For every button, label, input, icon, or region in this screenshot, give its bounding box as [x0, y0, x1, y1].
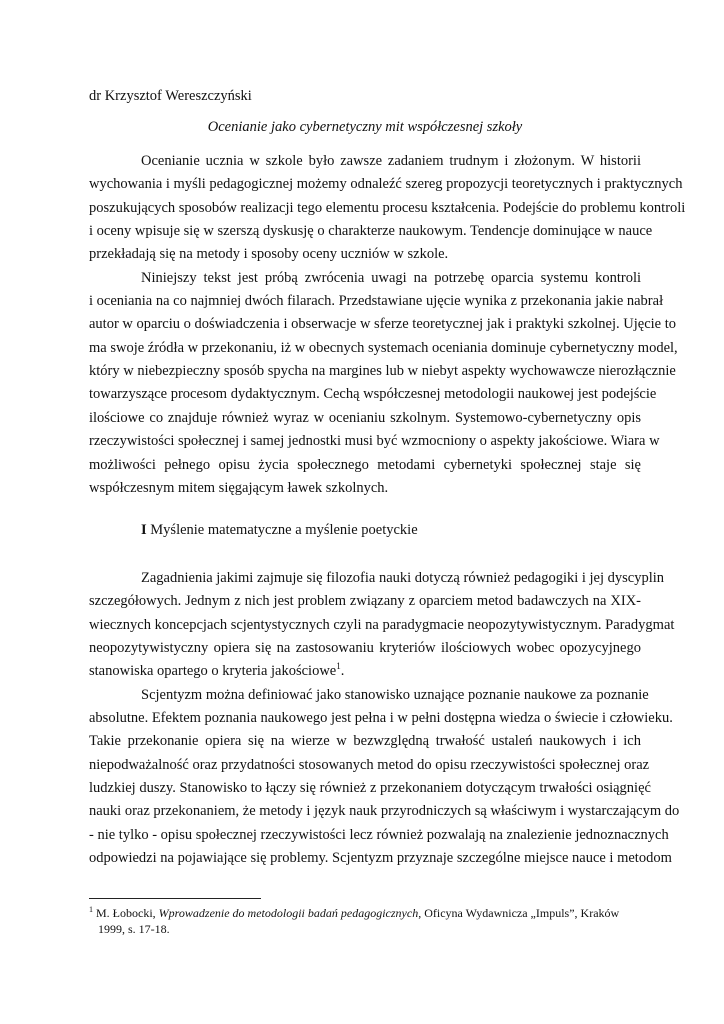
text-line: który w niebezpieczny sposób spycha na margines lub w niebyt aspekty wychowawcze nierozłącznie: [89, 363, 676, 380]
paragraph-3: [89, 567, 675, 684]
text-line: rzeczywistości społecznej i samej jednostki musi być wzmocniony o aspekty jakościowe. Wiara w: [89, 433, 660, 450]
text-line: wiecznych koncepcjach scjentystycznych czyli na paradygmacie neopozytywistycznym. Paradygmat: [89, 616, 675, 633]
paragraph-2: [89, 267, 678, 500]
text-line: odpowiedzi na pojawiające się problemy. Scjentyzm przyznaje szczególne miejsce nauce i metodom: [89, 850, 672, 867]
text-line: ilościowe co znajduje również wyraz w ocenianiu szkolnym. Systemowo-cybernetyczny opis: [89, 409, 641, 426]
footnote: [89, 905, 649, 937]
text-line: przekładają się na metody i sposoby oceny uczniów w szkole.: [89, 246, 449, 263]
author-line: dr Krzysztof Wereszczyński: [89, 88, 252, 104]
footnote-number: 1: [89, 905, 93, 914]
text-line: Scjentyzm można definiować jako stanowisko uznające poznanie naukowe za poznanie: [141, 686, 649, 703]
footnote-line: [89, 905, 649, 921]
footnote-author: M. Łobocki,: [93, 906, 159, 920]
paragraph-1: [89, 150, 686, 267]
footnote-separator: [89, 898, 261, 899]
text-fragment: .: [340, 663, 345, 680]
text-line: towarzyszące procesom dydaktycznym. Cechą współczesnej metodologii naukowej jest podejście: [89, 386, 657, 403]
footnote-publisher: , Oficyna Wydawnicza „Impuls”, Kraków: [418, 906, 620, 920]
text-line: ludzkiej duszy. Stanowisko to łączy się również z przekonaniem dotyczącym trwałości osiągnięć: [89, 780, 651, 797]
text-line: niepodważalność oraz przydatności stosowanych metod do opisu rzeczywistości społecznej oraz: [89, 756, 650, 773]
text-line: Takie przekonanie opiera się na wierze w bezwzględną trwałość ustaleń naukowych i ich: [89, 733, 641, 750]
text-line: neopozytywistyczny opiera się na zastosowaniu kryteriów ilościowych wobec opozycyjnego: [89, 640, 641, 657]
text-line: - nie tylko - opisu społecznej rzeczywistości lecz również pozwalają na znalezienie jednoznacznych: [89, 826, 669, 843]
text-line: ma swoje źródła w przekonaniu, iż w obecnych systemach oceniania dominuje cybernetyczny model,: [89, 339, 678, 356]
text-line: [89, 660, 641, 683]
text-fragment: stanowiska opartego o kryteria jakościowe: [89, 663, 337, 680]
text-line: poszukujących sposobów realizacji tego elementu procesu kształcenia. Podejście do problemu kontroli: [89, 199, 686, 216]
text-line: szczegółowych. Jednym z nich jest problem związany z oparciem metod badawczych na XIX-: [89, 593, 641, 610]
section-title: Myślenie matematyczne a myślenie poetyckie: [146, 522, 418, 538]
text-line: autor w oparciu o doświadczenia i obserwacje w sferze teoretycznej jak i praktyki szkolnej. Ujęcie to: [89, 316, 677, 333]
section-heading: [141, 520, 418, 540]
text-line: i oceniania na co najmniej dwóch filarach. Przedstawiane ujęcie wynika z przekonania jakie nabrał: [89, 293, 664, 310]
section-number: I: [141, 522, 147, 538]
text-line: możliwości pełnego opisu życia społecznego metodami cybernetyki społecznej staje się: [89, 456, 641, 473]
footnote-book-title: Wprowadzenie do metodologii badań pedagogicznych: [158, 906, 419, 920]
paragraph-4: [89, 684, 680, 871]
text-line: Niniejszy tekst jest próbą zwrócenia uwagi na potrzebę oparcia systemu kontroli: [141, 269, 641, 286]
document-title: Ocenianie jako cybernetyczny mit współczesnej szkoły: [207, 119, 523, 135]
text-line: absolutne. Efektem poznania naukowego jest pełna i w pełni dostępna wiedza o świecie i człowieku.: [89, 710, 673, 727]
footnote-reference[interactable]: 1: [336, 661, 341, 672]
text-line: współczesnym mitem sięgającym ławek szkolnych.: [89, 479, 389, 496]
text-line: Ocenianie ucznia w szkole było zawsze zadaniem trudnym i złożonym. W historii: [141, 153, 641, 169]
text-line: wychowania i myśli pedagogicznej możemy odnaleźć szereg propozycji teoretycznych i praktycznych: [89, 176, 683, 193]
text-line: nauki oraz przekonaniem, że metody i język nauk przyrodniczych są właściwym i wystarczającym do: [89, 803, 680, 820]
text-line: i oceny wpisuje się w szerszą dyskusję o charakterze naukowym. Tendencje dominujące w nauce: [89, 223, 653, 240]
text-line: Zagadnienia jakimi zajmuje się filozofia nauki dotyczą również pedagogiki i jej dyscyplin: [141, 570, 665, 586]
footnote-line: 1999, s. 17-18.: [98, 922, 170, 936]
